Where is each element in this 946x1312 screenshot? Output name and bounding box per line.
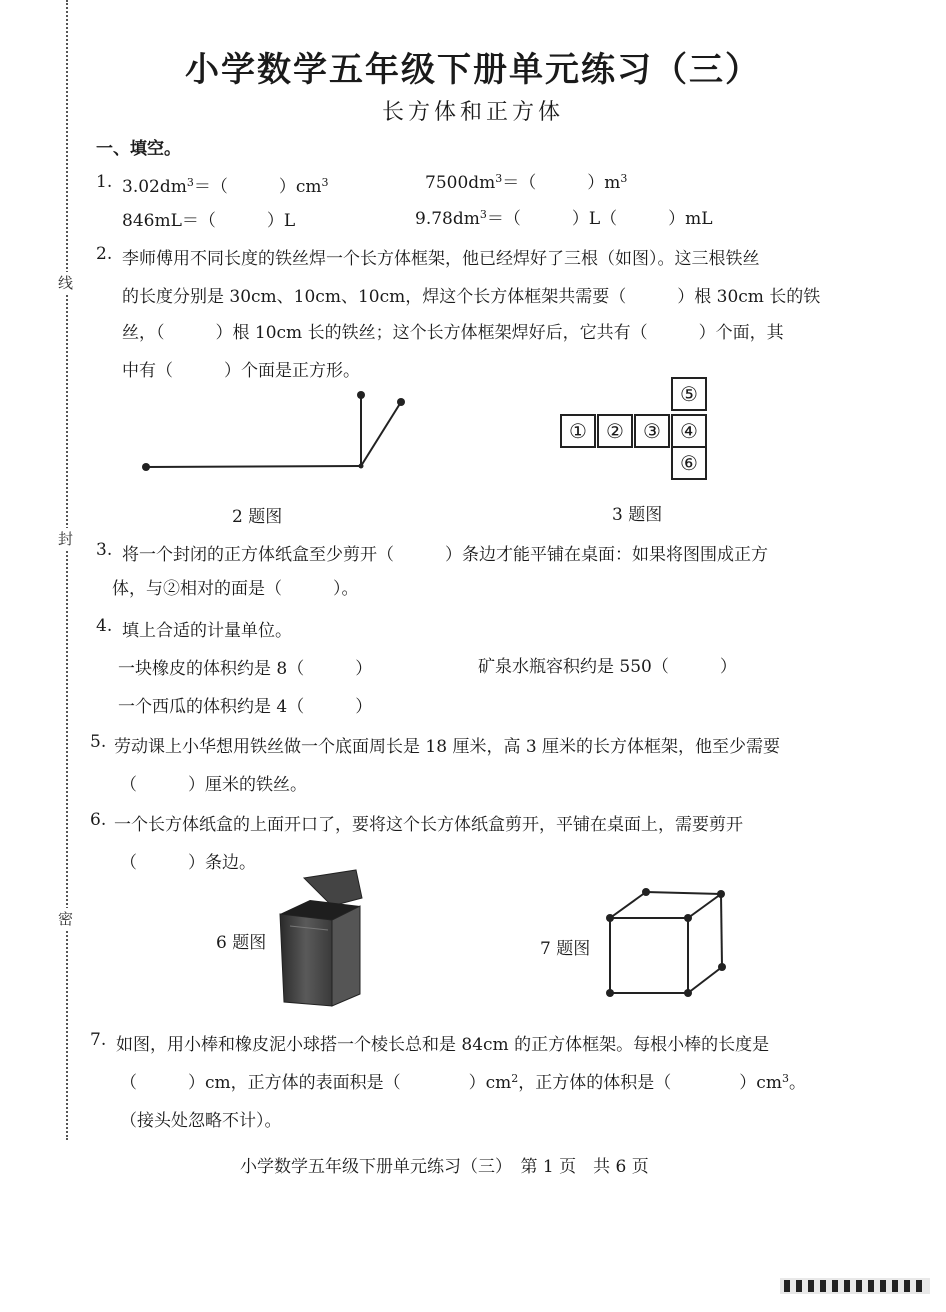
margin-char-mi: 密 (58, 910, 74, 928)
q4-item-a: 一块橡皮的体积约是 8（ ） (118, 659, 373, 679)
q1-item-a: $3.02dm^3=$（ ）$cm^3$ (122, 176, 329, 197)
q1-item-c: 846mL＝（ ）L (122, 211, 296, 231)
q7-line2: （ ）cm，正方体的表面积是（ ）$cm^2$，正方体的体积是（ ）$cm^3$。 (120, 1072, 806, 1093)
q7-line3: （接头处忽略不计）。 (120, 1111, 282, 1131)
net-cell-6: ⑥ (671, 446, 707, 480)
q1-item-b: $7500dm^3=$（ ）$m^3$ (425, 172, 628, 193)
fig6-label: 6 题图 (216, 933, 267, 953)
fig3-label: 3 题图 (612, 505, 663, 525)
q4-item-b: 矿泉水瓶容积约是 550（ ） (478, 657, 737, 677)
net-cell-2: ② (597, 414, 633, 448)
page-footer: 小学数学五年级下册单元练习（三） 第 1 页 共 6 页 (240, 1157, 649, 1177)
q2-line4: 中有（ ）个面是正方形。 (122, 361, 360, 381)
q3-number: 3. (96, 540, 113, 560)
fig2-label: 2 题图 (232, 507, 283, 527)
q4-number: 4. (96, 616, 113, 636)
q4-line1: 填上合适的计量单位。 (122, 621, 292, 641)
q7-number: 7. (90, 1030, 107, 1050)
margin-char-feng: 封 (58, 530, 74, 548)
q6-line1: 一个长方体纸盒的上面开口了，要将这个长方体纸盒剪开，平铺在桌面上，需要剪开 (114, 815, 743, 835)
q2-line3: 丝，（ ）根 10cm 长的铁丝；这个长方体框架焊好后，它共有（ ）个面，其 (122, 323, 784, 343)
page-subtitle: 长方体和正方体 (381, 100, 564, 125)
net-cell-3: ③ (634, 414, 670, 448)
q1-item-d: $9.78dm^3=$（ ）L（ ）mL (415, 208, 713, 229)
q1-number: 1. (96, 172, 113, 192)
net-cell-4: ④ (671, 414, 707, 448)
q4-item-c: 一个西瓜的体积约是 4（ ） (118, 697, 373, 717)
q2-number: 2. (96, 244, 113, 264)
q3-line1: 将一个封闭的正方体纸盒至少剪开（ ）条边才能平铺在桌面：如果将图围成正方 (122, 545, 768, 565)
q6-number: 6. (90, 810, 107, 830)
q5-number: 5. (90, 732, 107, 752)
page-title: 小学数学五年级下册单元练习（三） (185, 50, 761, 90)
fig7-label: 7 题图 (540, 939, 591, 959)
q5-line2: （ ）厘米的铁丝。 (120, 775, 307, 795)
q2-line2: 的长度分别是 30cm、10cm、10cm，焊这个长方体框架共需要（ ）根 30cm 长的铁 (122, 287, 821, 307)
q6-line2: （ ）条边。 (120, 853, 256, 873)
margin-char-xian: 线 (58, 274, 74, 292)
q5-line1: 劳动课上小华想用铁丝做一个底面周长是 18 厘米，高 3 厘米的长方体框架，他至少需要 (114, 737, 781, 757)
bottom-ruler-strip (780, 1278, 930, 1294)
net-cell-5: ⑤ (671, 377, 707, 411)
net-cell-1: ① (560, 414, 596, 448)
q2-line1: 李师傅用不同长度的铁丝焊一个长方体框架，他已经焊好了三根（如图）。这三根铁丝 (122, 249, 760, 269)
q7-line1: 如图，用小棒和橡皮泥小球搭一个棱长总和是 84cm 的正方体框架。每根小棒的长度是 (116, 1035, 770, 1055)
q3-line2: 体，与②相对的面是（ ）。 (112, 579, 359, 599)
section-heading: 一、填空。 (96, 139, 181, 159)
